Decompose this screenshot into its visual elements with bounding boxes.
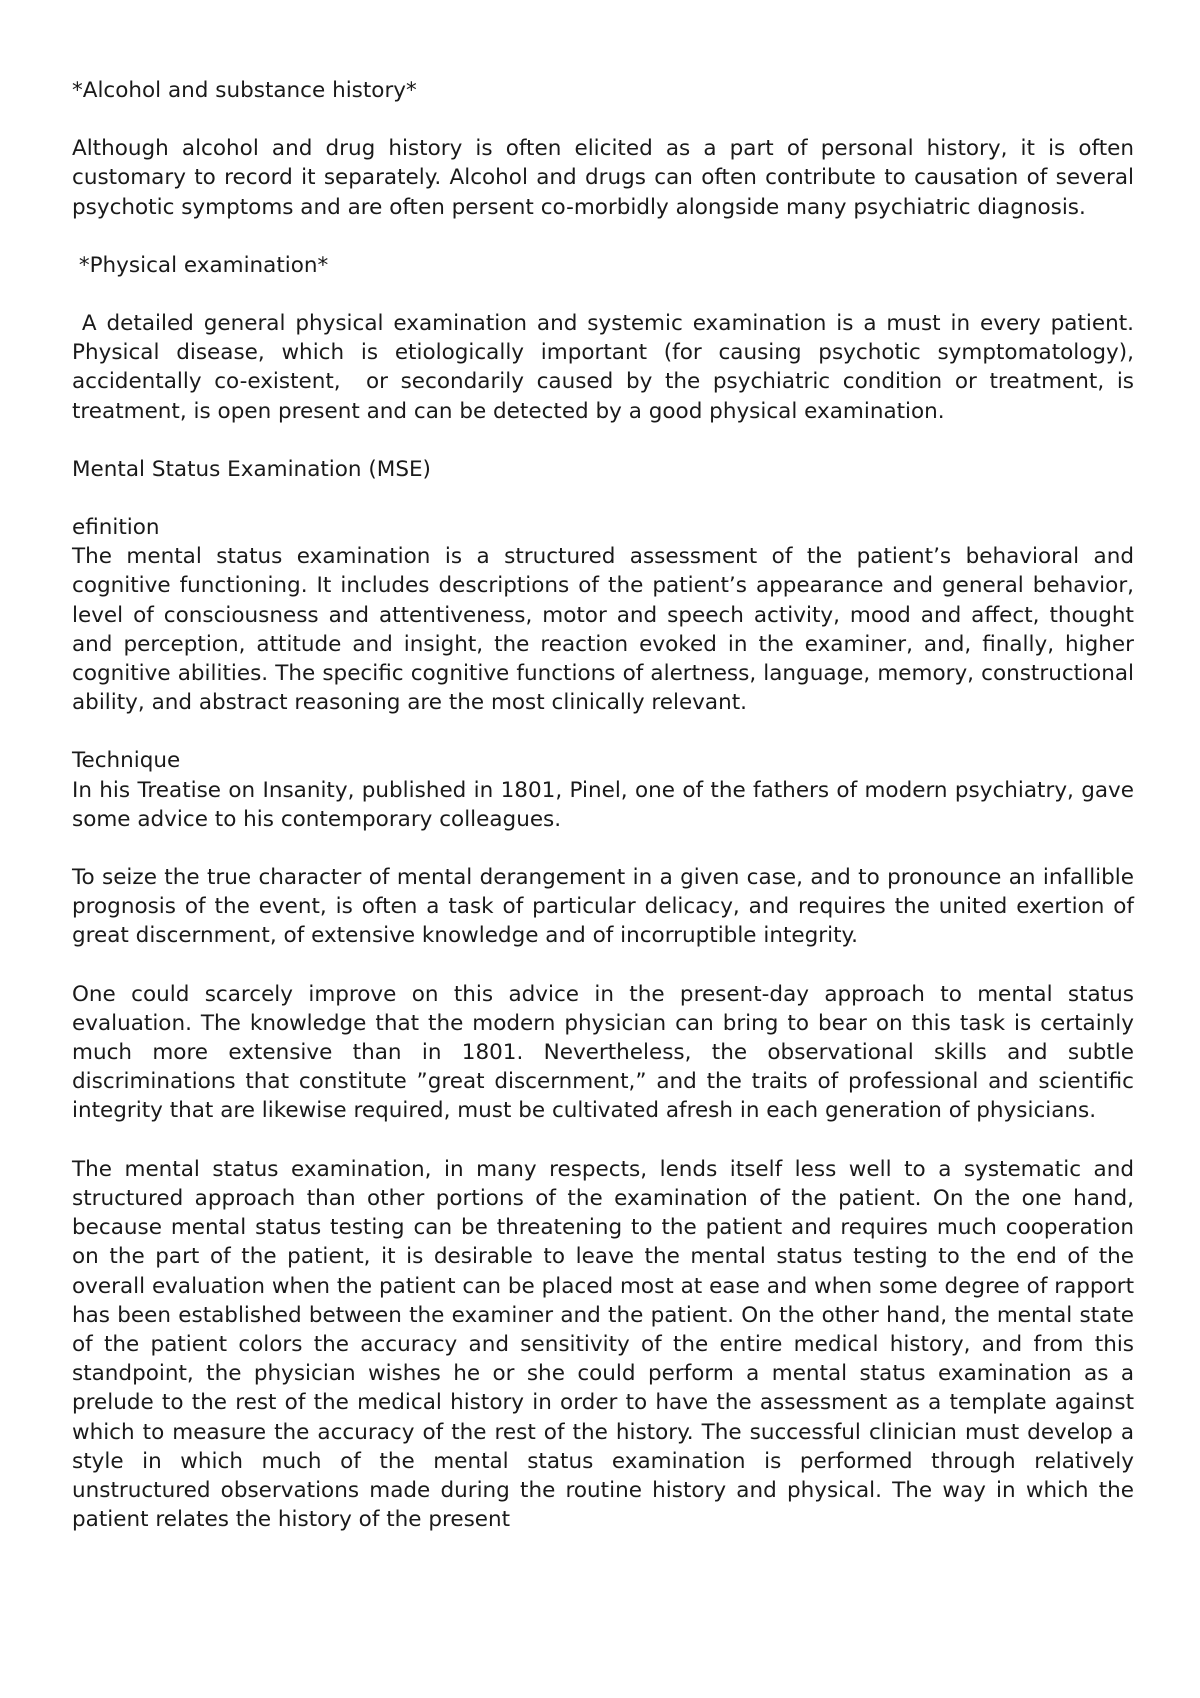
definition-paragraph: The mental status examination is a structured assessment of the patient’s behavioral and cognitive functioning. It includes descriptions of the patient’s appearance and general behavior, level of consciousness and attentiveness, motor and speech activity, mood and affect, thought and perception, attitude and insight, the reaction evoked in the examiner, and, finally, higher cognitive abilities. The specific cognitive functions of alertness, language, memory, constructional ability, and abstract reasoning are the most clinically relevant. xyxy=(72,544,1134,716)
alcohol-paragraph: Although alcohol and drug history is often elicited as a part of personal history, it is often customary to record it separately. Alcohol and drugs can often contribute to causation of several psychotic symptoms and are often persent co-morbidly alongside many psychiatric diagnosis. xyxy=(72,136,1134,220)
physical-exam-heading: *Physical examination* xyxy=(72,252,329,278)
definition-heading: efinition xyxy=(72,515,160,541)
physical-exam-paragraph: A detailed general physical examination and systemic examination is a must in every patient. Physical disease, which is etiologically important (for causing psychotic symptomatology), accidentally co-existent, or secondarily caused by the psychiatric condition or treatment, is treatment, is open present and can be detected by a good physical examination. xyxy=(72,311,1141,424)
structured-approach-paragraph: The mental status examination, in many respects, lends itself less well to a systematic and structured approach than other portions of the examination of the patient. On the one hand, because mental status testing can be threatening to the patient and requires much cooperation on the part of the patient, it is desirable to leave the mental status testing to the end of the overall evaluation when the patient can be placed most at ease and when some degree of rapport has been established between the examiner and the patient. On the other hand, the mental state of the patient colors the accuracy and sensitivity of the entire medical history, and from this standpoint, the physician wishes he or she could perform a mental status examination as a prelude to the rest of the medical history in order to have the assessment as a template against which to measure the accuracy of the rest of the history. The successful clinician must develop a style in which much of the mental status examination is performed through relatively unstructured observations made during the routine history and physical. The way in which the patient relates the history of the present xyxy=(72,1156,1134,1533)
technique-heading: Technique xyxy=(72,748,181,774)
pinel-quote-paragraph: To seize the true character of mental derangement in a given case, and to pronounce an infallible prognosis of the event, is often a task of particular delicacy, and requires the united exertion of great discernment, of extensive knowledge and of incorruptible integrity. xyxy=(72,865,1134,949)
advice-paragraph: One could scarcely improve on this advice in the present-day approach to mental status evaluation. The knowledge that the modern physician can bring to bear on this task is certainly much more extensive than in 1801. Nevertheless, the observational skills and subtle discriminations that constitute ”great discernment,” and the traits of professional and scientific integrity that are likewise required, must be cultivated afresh in each generation of physicians. xyxy=(72,981,1134,1124)
technique-paragraph: In his Treatise on Insanity, published in 1801, Pinel, one of the fathers of modern psychiatry, gave some advice to his contemporary colleagues. xyxy=(72,777,1134,832)
alcohol-heading: *Alcohol and substance history* xyxy=(72,78,417,103)
document-page xyxy=(72,76,1141,1534)
mse-heading: Mental Status Examination (MSE) xyxy=(72,456,431,482)
